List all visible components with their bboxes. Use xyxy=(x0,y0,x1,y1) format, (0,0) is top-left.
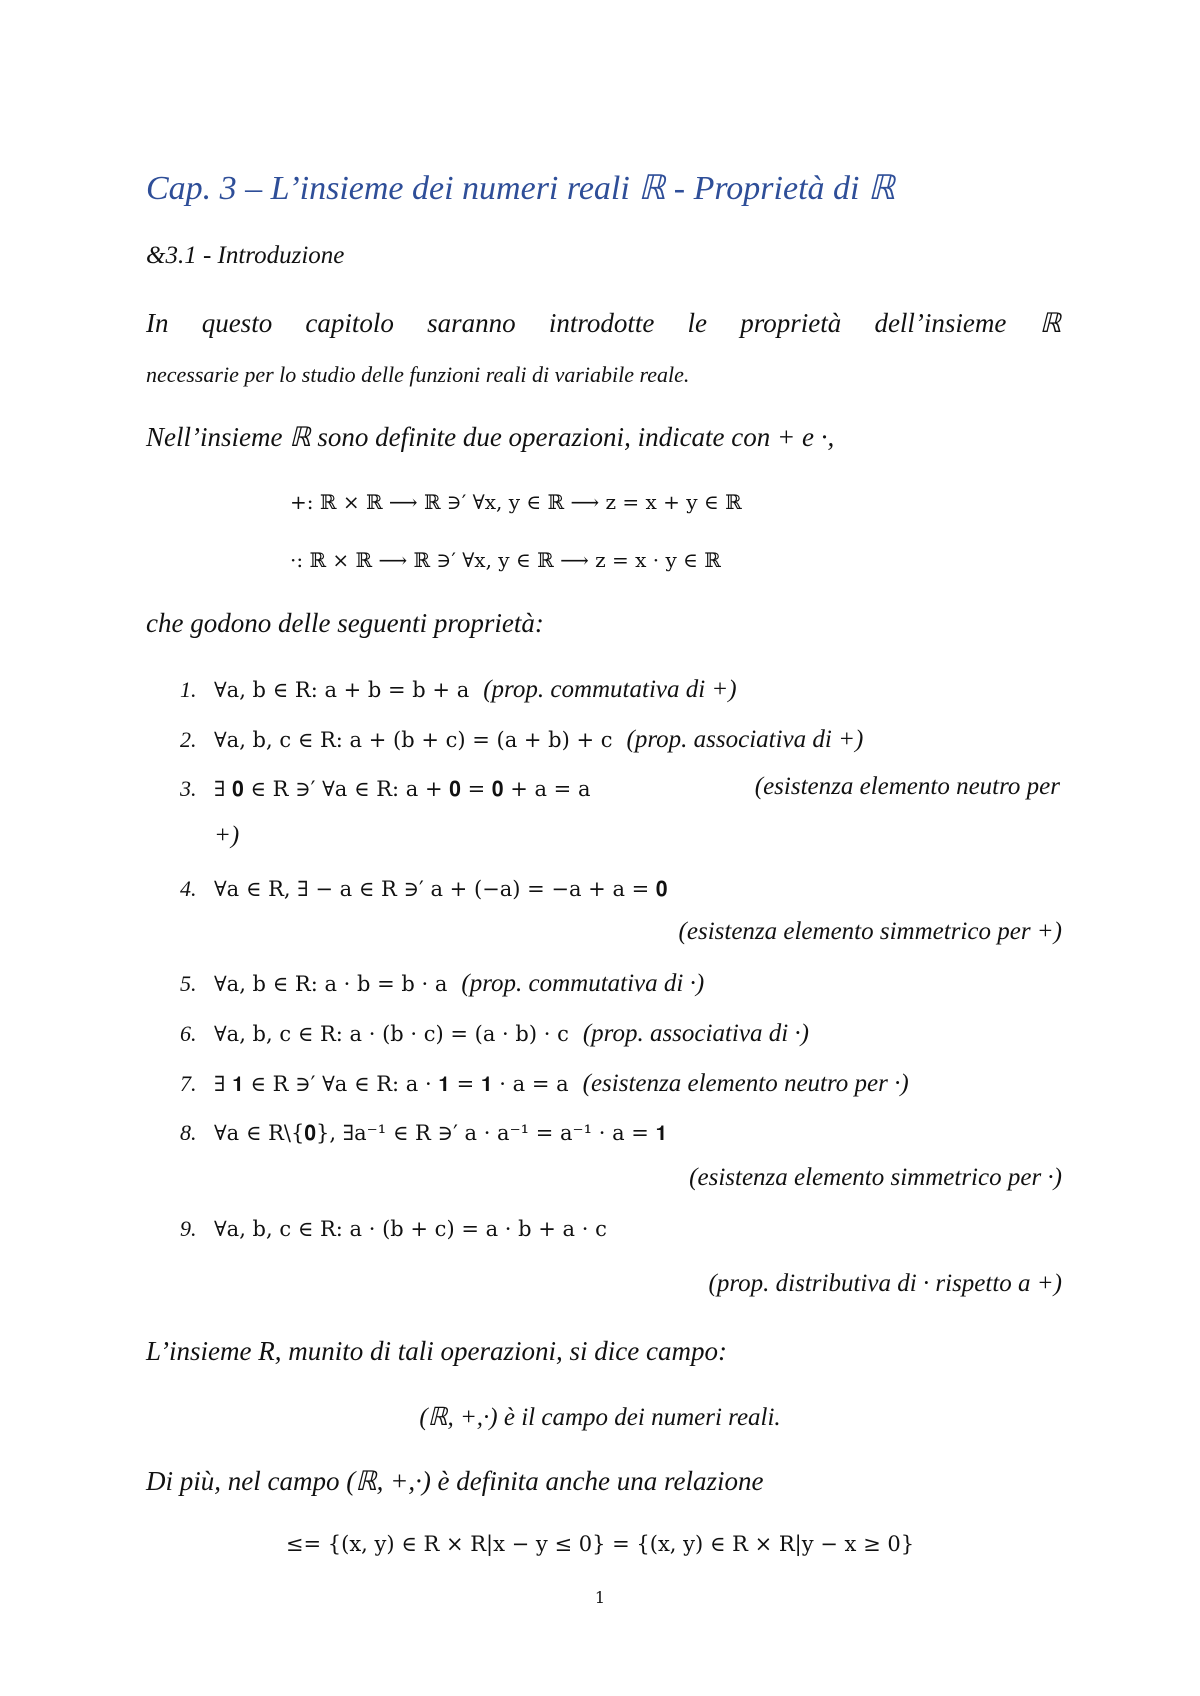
property-item xyxy=(180,970,704,998)
property-formula: ∀a, b ∈ R: a + b = b + a xyxy=(214,678,470,702)
intro-word: saranno xyxy=(427,308,516,338)
property-comment: (prop. associativa di +) xyxy=(626,726,864,753)
property-formula: ∃ 𝟎 ∈ R ∋′ ∀a ∈ R: a + 𝟎 = 𝟎 + a = a xyxy=(214,777,591,801)
relation-formula: ≤= {(x, y) ∈ R × R|x − y ≤ 0} = {(x, y) ∈ R × R|y − x ≥ 0} xyxy=(285,1532,915,1556)
intro-word: In xyxy=(146,308,169,338)
property-formula: ∀a, b, c ∈ R: a · (b · c) = (a · b) · c xyxy=(214,1022,569,1046)
property-formula: ∀a, b, c ∈ R: a · (b + c) = a · b + a · c xyxy=(214,1217,607,1241)
property-number: 1. xyxy=(180,677,197,702)
property-comment: (esistenza elemento simmetrico per ·) xyxy=(689,1164,1062,1191)
property-number: 5. xyxy=(180,971,197,996)
intro-word: le xyxy=(687,308,708,338)
property-comment: (esistenza elemento simmetrico per +) xyxy=(678,918,1062,945)
property-item xyxy=(180,1120,667,1146)
operation-sum-formula: +: ℝ × ℝ ⟶ ℝ ∋′ ∀x, y ∈ ℝ ⟶ z = x + y ∈ ℝ xyxy=(290,490,742,514)
property-comment: (prop. commutativa di ·) xyxy=(461,970,705,997)
property-comment: +) xyxy=(214,822,240,849)
property-number: 2. xyxy=(180,727,197,752)
intro-line-1 xyxy=(146,308,1061,339)
intro-word: proprietà xyxy=(740,308,842,338)
property-number: 4. xyxy=(180,876,197,901)
property-number: 3. xyxy=(180,776,197,801)
property-comment: (prop. distributiva di · rispetto a +) xyxy=(708,1270,1062,1297)
property-comment: (prop. commutativa di +) xyxy=(483,676,737,703)
property-formula: ∃ 𝟏 ∈ R ∋′ ∀a ∈ R: a · 𝟏 = 𝟏 · a = a xyxy=(214,1072,569,1096)
property-item xyxy=(180,876,668,902)
property-formula: ∀a ∈ R\{𝟎}, ∃a⁻¹ ∈ R ∋′ a · a⁻¹ = a⁻¹ · a = 𝟏 xyxy=(214,1121,668,1145)
field-statement: (ℝ, +,·) è il campo dei numeri reali. xyxy=(419,1404,781,1431)
property-comment: (esistenza elemento neutro per xyxy=(754,773,1060,800)
property-formula: ∀a, b ∈ R: a · b = b · a xyxy=(214,972,448,996)
property-comment: (prop. associativa di ·) xyxy=(582,1020,809,1047)
section-heading: &3.1 - Introduzione xyxy=(146,242,345,269)
property-comment-continued xyxy=(180,822,239,850)
property-item xyxy=(180,1020,809,1048)
property-item xyxy=(180,676,737,704)
intro-word: capitolo xyxy=(305,308,394,338)
property-item xyxy=(180,1070,909,1098)
property-comment: (esistenza elemento neutro per ·) xyxy=(582,1070,909,1097)
property-number: 9. xyxy=(180,1216,197,1241)
property-item xyxy=(180,1216,607,1242)
page-number: 1 xyxy=(594,1588,606,1607)
intro-line-2: necessarie per lo studio delle funzioni reali di variabile reale. xyxy=(146,362,690,387)
operation-product-formula: ·: ℝ × ℝ ⟶ ℝ ∋′ ∀x, y ∈ ℝ ⟶ z = x · y ∈ ℝ xyxy=(290,548,721,572)
property-formula: ∀a, b, c ∈ R: a + (b + c) = (a + b) + c xyxy=(214,728,613,752)
field-sentence: L’insieme R, munito di tali operazioni, si dice campo: xyxy=(146,1336,727,1366)
intro-word: dell’insieme xyxy=(874,308,1007,338)
property-formula: ∀a ∈ R, ∃ − a ∈ R ∋′ a + (−a) = −a + a = 𝟎 xyxy=(214,877,668,901)
relation-sentence: Di più, nel campo (ℝ, +,·) è definita anche una relazione xyxy=(146,1466,764,1496)
intro-word: ℝ xyxy=(1039,308,1061,338)
property-number: 8. xyxy=(180,1120,197,1145)
intro-word: introdotte xyxy=(548,308,655,338)
intro-word: questo xyxy=(201,308,273,338)
property-item xyxy=(180,773,1060,802)
property-number: 7. xyxy=(180,1071,197,1096)
chapter-title: Cap. 3 – L’insieme dei numeri reali ℝ - Proprietà di ℝ xyxy=(146,170,895,207)
property-number: 6. xyxy=(180,1021,197,1046)
properties-intro: che godono delle seguenti proprietà: xyxy=(146,608,544,638)
property-item xyxy=(180,726,863,754)
operations-intro: Nell’insieme ℝ sono definite due operazioni, indicate con + e ·, xyxy=(146,422,835,452)
